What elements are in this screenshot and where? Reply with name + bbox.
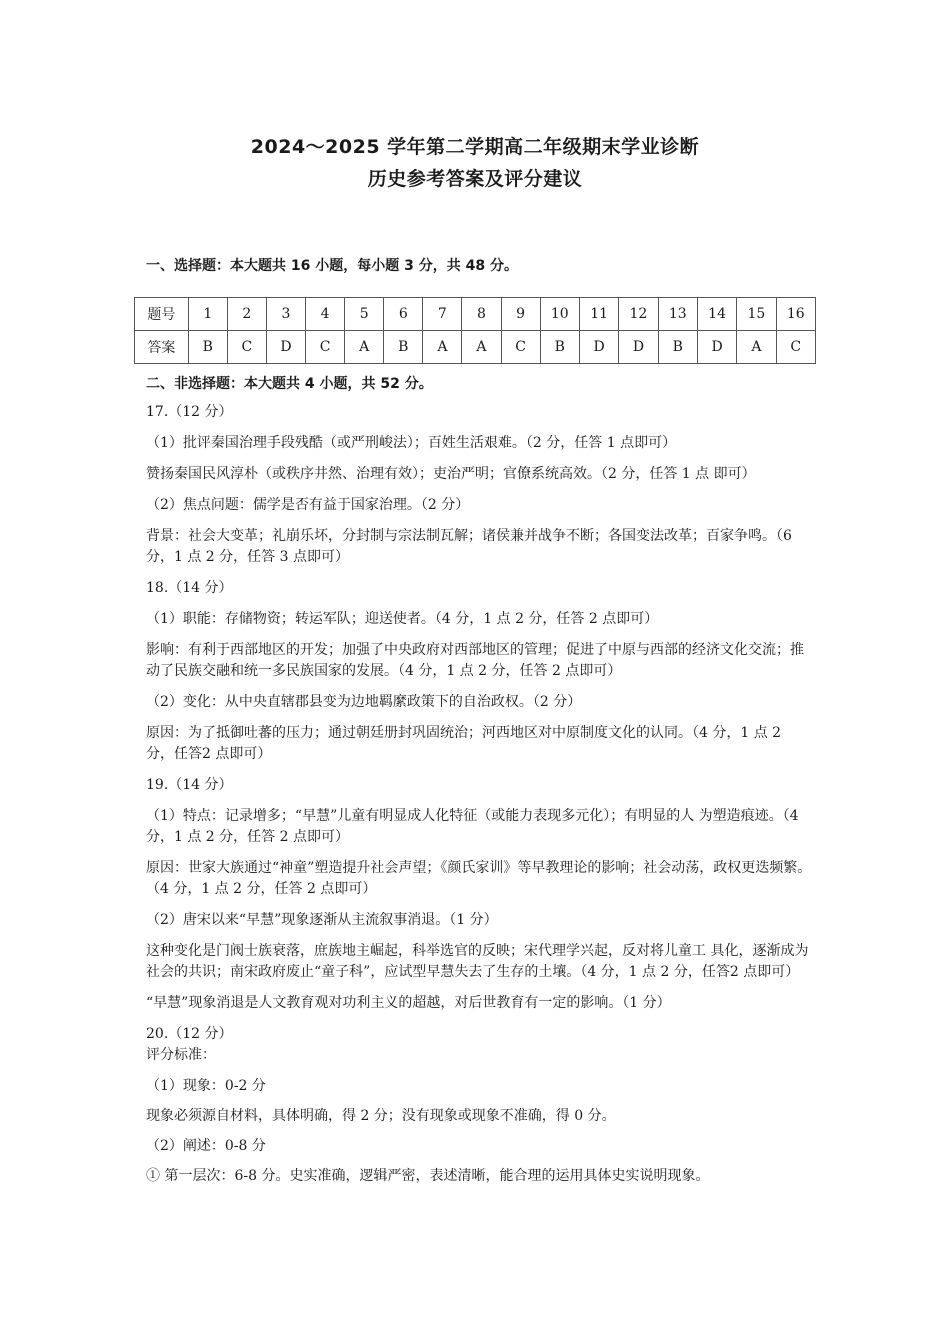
q17-part1-detail: 赞扬秦国民风淳朴（或秩序井然、治理有效）；吏治严明；官僚系统高效。（2 分，任答 1 点 即可） — [146, 466, 756, 482]
q19-part1-detail: 原因：世家大族通过“神童”塑造提升社会声望；《颜氏家训》等早教理论的影响；社会动荡，政权更迭频繁。（4 分，1 点 2 分，任答 2 点即可） — [146, 860, 812, 897]
q17-part2-detail: 背景：社会大变革；礼崩乐坏，分封制与宗法制瓦解；诸侯兼并战争不断；各国变法改革；百家争鸣。（6 分，1 点 2 分，任答 3 点即可） — [146, 528, 792, 565]
question-number: 16 — [776, 298, 815, 331]
q20-part2-detail: ① 第一层次：6-8 分。史实准确，逻辑严密，表述清晰，能合理的运用具体史实说明现象。 — [146, 1168, 710, 1184]
question-number: 9 — [501, 298, 540, 331]
q19-part1: （1）特点：记录增多；“早慧”儿童有明显成人化特征（或能力表现多元化）；有明显的人 为塑造痕迹。（4 分，1 点 2 分，任答 2 点即可） — [146, 808, 799, 845]
q20-title: 20.（12 分） 评分标准： — [146, 1026, 233, 1063]
q17-part1: （1）批评秦国治理手段残酷（或严刑峻法）；百姓生活艰难。（2 分，任答 1 点即可） — [146, 435, 677, 451]
q17-title: 17.（12 分） — [146, 404, 233, 420]
table-row-answers — [135, 331, 816, 364]
question-number: 11 — [579, 298, 618, 331]
answer-cell: D — [266, 331, 305, 364]
answer-cell: B — [384, 331, 423, 364]
answer-cell: C — [501, 331, 540, 364]
question-number: 1 — [188, 298, 227, 331]
q20-part2: （2）阐述：0-8 分 — [146, 1138, 266, 1154]
answer-cell: C — [306, 331, 345, 364]
q18-part1: （1）职能：存储物资；转运军队；迎送使者。（4 分，1 点 2 分，任答 2 点即可） — [146, 611, 659, 627]
q19-conclusion: “早慧”现象消退是人文教育观对功利主义的超越，对后世教育有一定的影响。（1 分） — [146, 995, 671, 1011]
q20-part1: （1）现象：0-2 分 — [146, 1078, 266, 1094]
answer-cell: A — [737, 331, 776, 364]
question-number: 2 — [227, 298, 266, 331]
page-subtitle: 历史参考答案及评分建议 — [367, 168, 583, 190]
question-number: 13 — [658, 298, 697, 331]
essay-answers — [146, 402, 812, 1196]
page-title: 2024～2025 学年第二学期高二年级期末学业诊断 — [250, 136, 700, 158]
question-number: 3 — [266, 298, 305, 331]
q19-part2: （2）唐宋以来“早慧”现象逐渐从主流叙事消退。（1 分） — [146, 912, 498, 928]
answer-cell: D — [579, 331, 618, 364]
answer-cell: B — [188, 331, 227, 364]
question-number: 15 — [737, 298, 776, 331]
q18-part1-detail: 影响：有利于西部地区的开发；加强了中央政府对西部地区的管理；促进了中原与西部的经济文化交流；推动了民族交融和统一多民族国家的发展。（4 分，1 点 2 分，任答 2 点即可） — [146, 642, 804, 679]
answer-cell: C — [227, 331, 266, 364]
question-number: 8 — [462, 298, 501, 331]
answer-cell: A — [423, 331, 462, 364]
answer-cell: B — [658, 331, 697, 364]
answer-table — [134, 297, 816, 364]
section-essay-heading: 二、非选择题：本大题共 4 小题，共 52 分。 — [146, 376, 433, 392]
question-number: 14 — [697, 298, 736, 331]
q18-part2: （2）变化：从中央直辖郡县变为边地羁縻政策下的自治政权。（2 分） — [146, 694, 582, 710]
answer-cell: D — [697, 331, 736, 364]
row-label-number: 题号 — [135, 298, 189, 331]
answer-cell: C — [776, 331, 815, 364]
q17-part2: （2）焦点问题：儒学是否有益于国家治理。（2 分） — [146, 497, 470, 513]
answer-cell: D — [619, 331, 658, 364]
section-choice-heading: 一、选择题：本大题共 16 小题，每小题 3 分，共 48 分。 — [146, 258, 518, 274]
answer-cell: A — [345, 331, 384, 364]
row-label-answer: 答案 — [135, 331, 189, 364]
question-number: 5 — [345, 298, 384, 331]
q19-part2-detail: 这种变化是门阀士族衰落，庶族地主崛起，科举选官的反映；宋代理学兴起，反对将儿童工 具化，逐渐成为社会的共识；南宋政府废止“童子科”，应试型早慧失去了生存的土壤。（4 分，1 点 2 分，任答2 点即可） — [146, 943, 809, 980]
q18-title: 18.（14 分） — [146, 580, 233, 596]
answer-cell: A — [462, 331, 501, 364]
q20-part1-detail: 现象必须源自材料，具体明确，得 2 分；没有现象或现象不准确，得 0 分。 — [146, 1108, 616, 1124]
question-number: 12 — [619, 298, 658, 331]
table-row-numbers — [135, 298, 816, 331]
question-number: 10 — [540, 298, 579, 331]
question-number: 6 — [384, 298, 423, 331]
question-number: 7 — [423, 298, 462, 331]
answer-cell: B — [540, 331, 579, 364]
question-number: 4 — [306, 298, 345, 331]
q19-title: 19.（14 分） — [146, 777, 233, 793]
q18-part2-detail: 原因：为了抵御吐蕃的压力；通过朝廷册封巩固统治；河西地区对中原制度文化的认同。（4 分，1 点 2 分，任答2 点即可） — [146, 725, 782, 762]
